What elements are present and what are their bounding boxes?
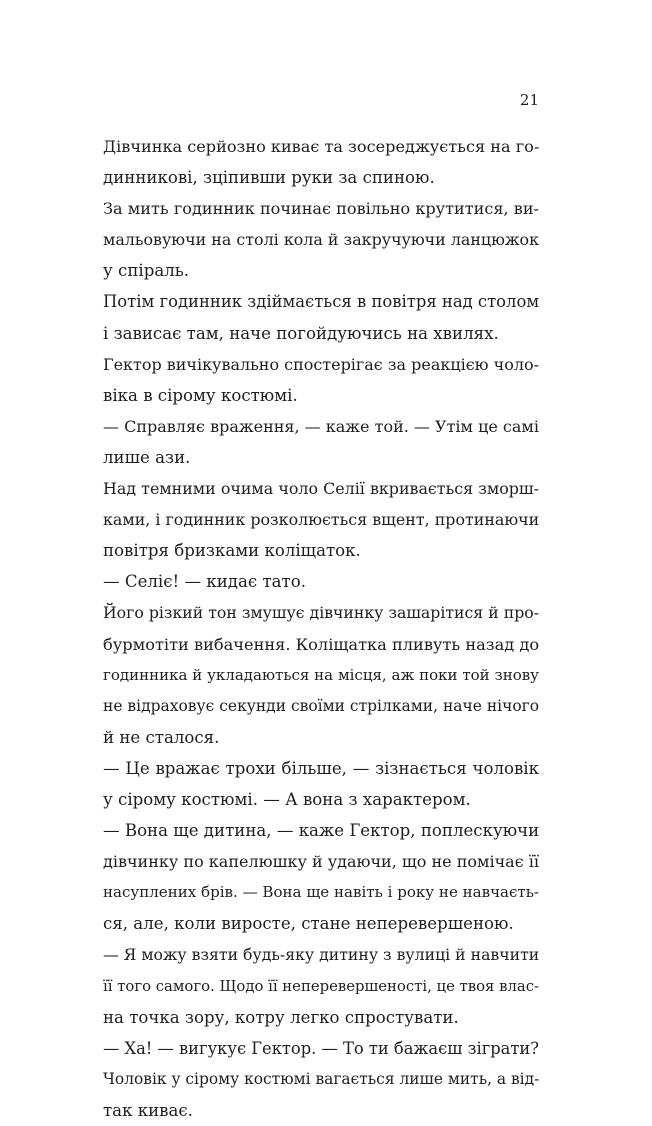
text-line: ками, і годинник розколюється вщент, протинаючи: [103, 510, 540, 530]
text-line: не відраховує секунди своїми стрілками, наче нічого: [103, 696, 540, 715]
text-line: динникові, зціпивши руки за спиною.: [103, 168, 435, 188]
text-line: й не сталося.: [103, 727, 220, 747]
text-line: у сірому костюмі. — А вона з характером.: [103, 789, 471, 809]
text-line: віка в сірому костюмі.: [103, 385, 298, 405]
text-line: — Селіє! — кидає тато.: [103, 572, 306, 592]
text-line: і зависає там, наче погойдуючись на хвилях.: [103, 323, 499, 343]
text-line: Дівчинка серйозно киває та зосереджується на го-: [103, 137, 540, 156]
text-line: повітря бризками коліщаток.: [103, 541, 361, 561]
text-line: Чоловік у сірому костюмі вагається лише мить, а від-: [103, 1069, 540, 1088]
text-line: насуплених брів. — Вона ще навіть і року не навчаєть-: [103, 883, 539, 902]
text-line: Потім годинник здіймається в повітря над столом: [103, 292, 540, 312]
text-line: За мить годинник починає повільно крутитися, ви-: [103, 199, 539, 219]
text-line: мальовуючи на столі кола й закручуючи ланцюжок: [103, 230, 539, 250]
text-line: Його різкий тон змушує дівчинку зашарітися й про-: [103, 603, 539, 623]
text-line: Гектор вичікувально спостерігає за реакцією чоло-: [103, 354, 539, 374]
text-line: — Справляє враження, — каже той. — Утім це самі: [103, 416, 539, 436]
text-line: у спіраль.: [103, 261, 190, 281]
text-line: так киває.: [103, 1100, 193, 1120]
text-line: — Я можу взяти будь-яку дитину з вулиці й навчити: [103, 945, 540, 965]
text-line: годинника й укладаються на місця, аж поки той знову: [103, 665, 539, 684]
body-text: [103, 131, 539, 1126]
text-line: бурмотіти вибачення. Коліщатка пливуть назад до: [103, 634, 540, 654]
text-line: дівчинку по капелюшку й удаючи, що не помічає її: [103, 852, 539, 872]
text-line: — Вона ще дитина, — каже Гектор, поплескуючи: [103, 821, 540, 841]
text-line: — Це вражає трохи більше, — зізнається чоловік: [103, 758, 539, 778]
text-line: лише ази.: [103, 447, 191, 467]
text-line: — Ха! — вигукує Гектор. — То ти бажаєш зіграти?: [103, 1038, 539, 1058]
text-line: ся, але, коли виросте, стане неперевершеною.: [103, 914, 514, 934]
text-line: її того самого. Щодо її неперевершеності, це твоя влас-: [103, 977, 540, 995]
page-number: 21: [519, 91, 539, 109]
text-line: Над темними очима чоло Селії вкривається зморш-: [103, 479, 539, 499]
text-line: на точка зору, котру легко спростувати.: [103, 1007, 459, 1027]
